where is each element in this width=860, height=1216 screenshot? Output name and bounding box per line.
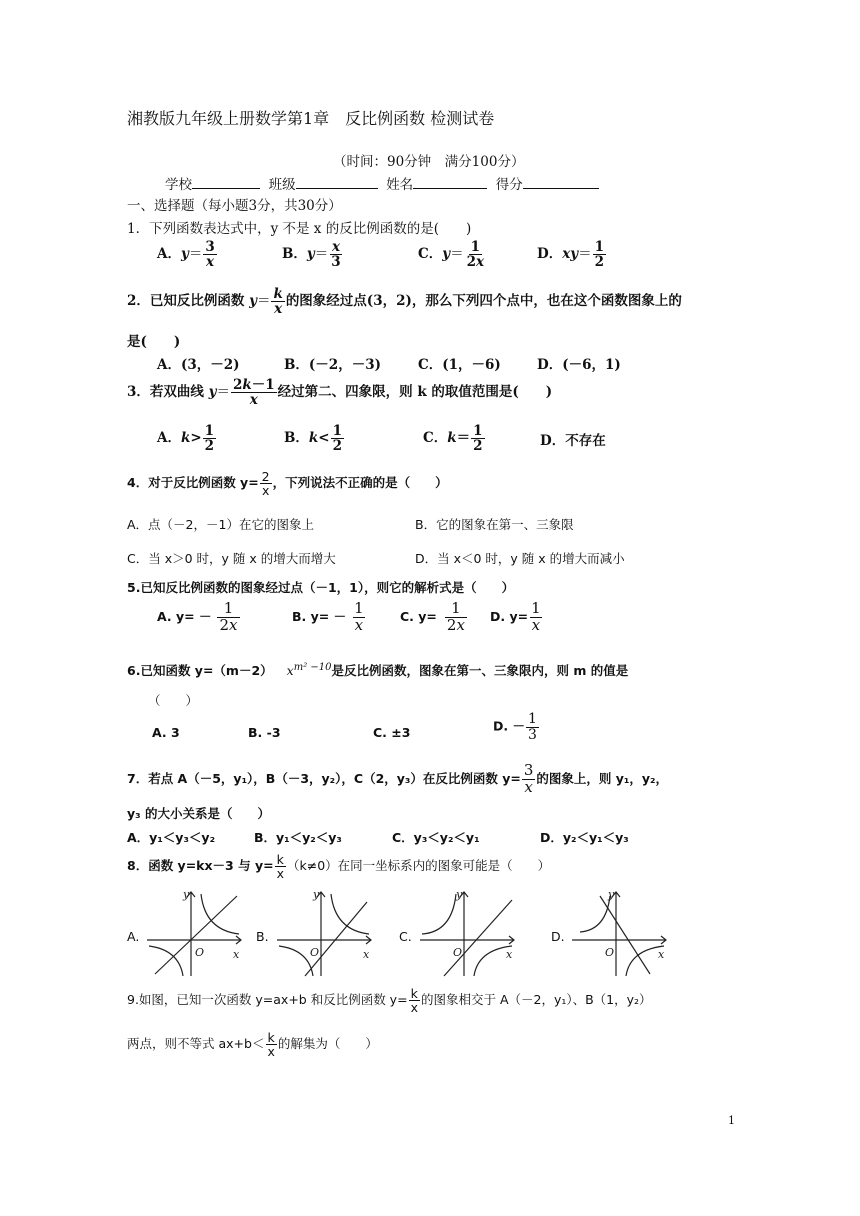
q5-option-d: D. y= $\frac{1}{x}$ bbox=[490, 599, 541, 634]
page-number: 1 bbox=[728, 1114, 735, 1127]
q6-option-d: D. － $\frac{1}{3}$ bbox=[493, 711, 537, 743]
subtitle: （时间：90分钟 满分100分） bbox=[333, 154, 525, 170]
q3-option-d: D．不存在 bbox=[540, 433, 606, 449]
section-heading: 一、选择题（每小题3分，共30分） bbox=[127, 198, 342, 214]
q8-graph-c bbox=[418, 886, 518, 978]
svg-text:x: x bbox=[506, 948, 513, 961]
name-label: 姓名 bbox=[386, 177, 414, 193]
svg-text:O: O bbox=[310, 946, 320, 959]
q7-option-d: D．y₂＜y₁＜y₃ bbox=[540, 830, 629, 845]
q3-stem: 3．若双曲线 y＝ $\frac{2k-1}{x}$ 经过第二、四象限，则 k 的取值范围是( ) bbox=[127, 377, 553, 409]
q7-stem: 7．若点 A（－5，y₁），B（－3，y₂），C（2，y₃）在反比例函数 y= $\frac{3}{x}$ 的图象上，则 y₁，y₂， bbox=[127, 761, 669, 796]
q8-graph-d bbox=[570, 886, 670, 978]
class-blank[interactable] bbox=[296, 176, 378, 189]
q1-option-c: C．y＝ $\frac{1}{2x}$ bbox=[418, 239, 485, 271]
q2-option-d: D．(－6，1) bbox=[537, 357, 621, 373]
q2-option-c: C．(1，－6) bbox=[418, 357, 501, 373]
q6-stem: 6.已知函数 y=（m－2） $x^{m^2 -10}$是反比例函数，图象在第一、三象限内，则 m 的值是 bbox=[127, 661, 629, 678]
svg-text:y: y bbox=[456, 888, 463, 901]
q1-stem: 1．下列函数表达式中，y 不是 x 的反比例函数的是( ) bbox=[127, 221, 472, 237]
q6-option-c: C. ±3 bbox=[373, 725, 411, 740]
svg-text:x: x bbox=[363, 948, 370, 961]
q8-graph-a bbox=[145, 886, 245, 978]
svg-text:x: x bbox=[233, 948, 240, 961]
class-label: 班级 bbox=[268, 177, 296, 193]
q2-stem: 2．已知反比例函数 y＝ $\frac{k}{x}$ 的图象经过点(3，2)，那么下列四个点中，也在这个函数图象上的 bbox=[127, 286, 682, 318]
q7-stem-cont: y₃ 的大小关系是（ ） bbox=[127, 806, 270, 821]
q3-option-c: C．k＝ $\frac{1}{2}$ bbox=[423, 423, 483, 455]
q1-option-d: D．xy＝ $\frac{1}{2}$ bbox=[537, 239, 605, 271]
q9-stem-cont: 两点，则不等式 ax+b＜ $\frac{k}{x}$ 的解集为（ ） bbox=[127, 1030, 378, 1060]
q4-option-d: D．当 x＜0 时，y 随 x 的增大而减小 bbox=[415, 551, 625, 566]
q2-option-a: A．(3，－2) bbox=[157, 357, 240, 373]
q8-option-b-label: B. bbox=[256, 929, 269, 944]
name-blank[interactable] bbox=[413, 176, 487, 189]
q4-option-b: B．它的图象在第一、三象限 bbox=[415, 517, 574, 532]
page-title: 湘教版九年级上册数学第1章 反比例函数 检测试卷 bbox=[127, 109, 495, 128]
school-blank[interactable] bbox=[192, 176, 260, 189]
q4-stem: 4．对于反比例函数 y= $\frac{2}{x}$ ，下列说法不正确的是（ ） bbox=[127, 469, 448, 499]
q4-option-a: A．点（－2，－1）在它的图象上 bbox=[127, 517, 314, 532]
score-blank[interactable] bbox=[523, 176, 599, 189]
q3-option-b: B．k< $\frac{1}{2}$ bbox=[284, 423, 342, 455]
q3-option-a: A．k> $\frac{1}{2}$ bbox=[157, 423, 215, 455]
svg-text:y: y bbox=[313, 888, 320, 901]
q1-option-b: B．y＝ $\frac{x}{3}$ bbox=[282, 239, 341, 271]
q4-option-c: C．当 x＞0 时，y 随 x 的增大而增大 bbox=[127, 551, 336, 566]
q8-option-a-label: A. bbox=[127, 929, 140, 944]
svg-text:O: O bbox=[195, 946, 205, 959]
q2-stem-cont: 是( ) bbox=[127, 334, 181, 350]
school-label: 学校 bbox=[165, 177, 192, 193]
q8-graph-b bbox=[275, 886, 375, 978]
svg-text:y: y bbox=[183, 888, 190, 901]
q2-option-b: B．(－2，－3) bbox=[284, 357, 381, 373]
q6-option-a: A. 3 bbox=[152, 725, 180, 740]
q9-stem: 9.如图，已知一次函数 y=ax+b 和反比例函数 y= $\frac{k}{x}$ 的图象相交于 A（－2，y₁）、B（1，y₂） bbox=[127, 986, 652, 1016]
q7-option-c: C．y₃＜y₂＜y₁ bbox=[392, 830, 480, 845]
svg-text:y: y bbox=[608, 888, 615, 901]
q6-option-b: B. -3 bbox=[248, 725, 281, 740]
q5-option-c: C. y= $\frac{1}{2x}$ bbox=[400, 599, 465, 634]
svg-text:x: x bbox=[658, 948, 665, 961]
q7-option-a: A．y₁＜y₃＜y₂ bbox=[127, 830, 216, 845]
q5-option-b: B. y= － $\frac{1}{x}$ bbox=[292, 599, 364, 634]
q1-option-a: A．y＝ $\frac{3}{x}$ bbox=[157, 239, 215, 271]
score-label: 得分 bbox=[495, 177, 523, 193]
q8-stem: 8．函数 y=kx－3 与 y= $\frac{k}{x}$ （k≠0）在同一坐标系内的图象可能是（ ） bbox=[127, 852, 551, 882]
q7-option-b: B．y₁＜y₂＜y₃ bbox=[254, 830, 342, 845]
svg-text:O: O bbox=[605, 946, 615, 959]
q8-option-c-label: C. bbox=[399, 929, 412, 944]
q6-stem-cont: （ ） bbox=[148, 693, 199, 708]
q8-option-d-label: D. bbox=[551, 929, 565, 944]
svg-text:O: O bbox=[453, 946, 463, 959]
info-line bbox=[165, 173, 599, 193]
q5-stem: 5.已知反比例函数的图象经过点（－1，1），则它的解析式是（ ） bbox=[127, 580, 515, 595]
q5-option-a: A. y= － $\frac{1}{2x}$ bbox=[157, 599, 238, 634]
